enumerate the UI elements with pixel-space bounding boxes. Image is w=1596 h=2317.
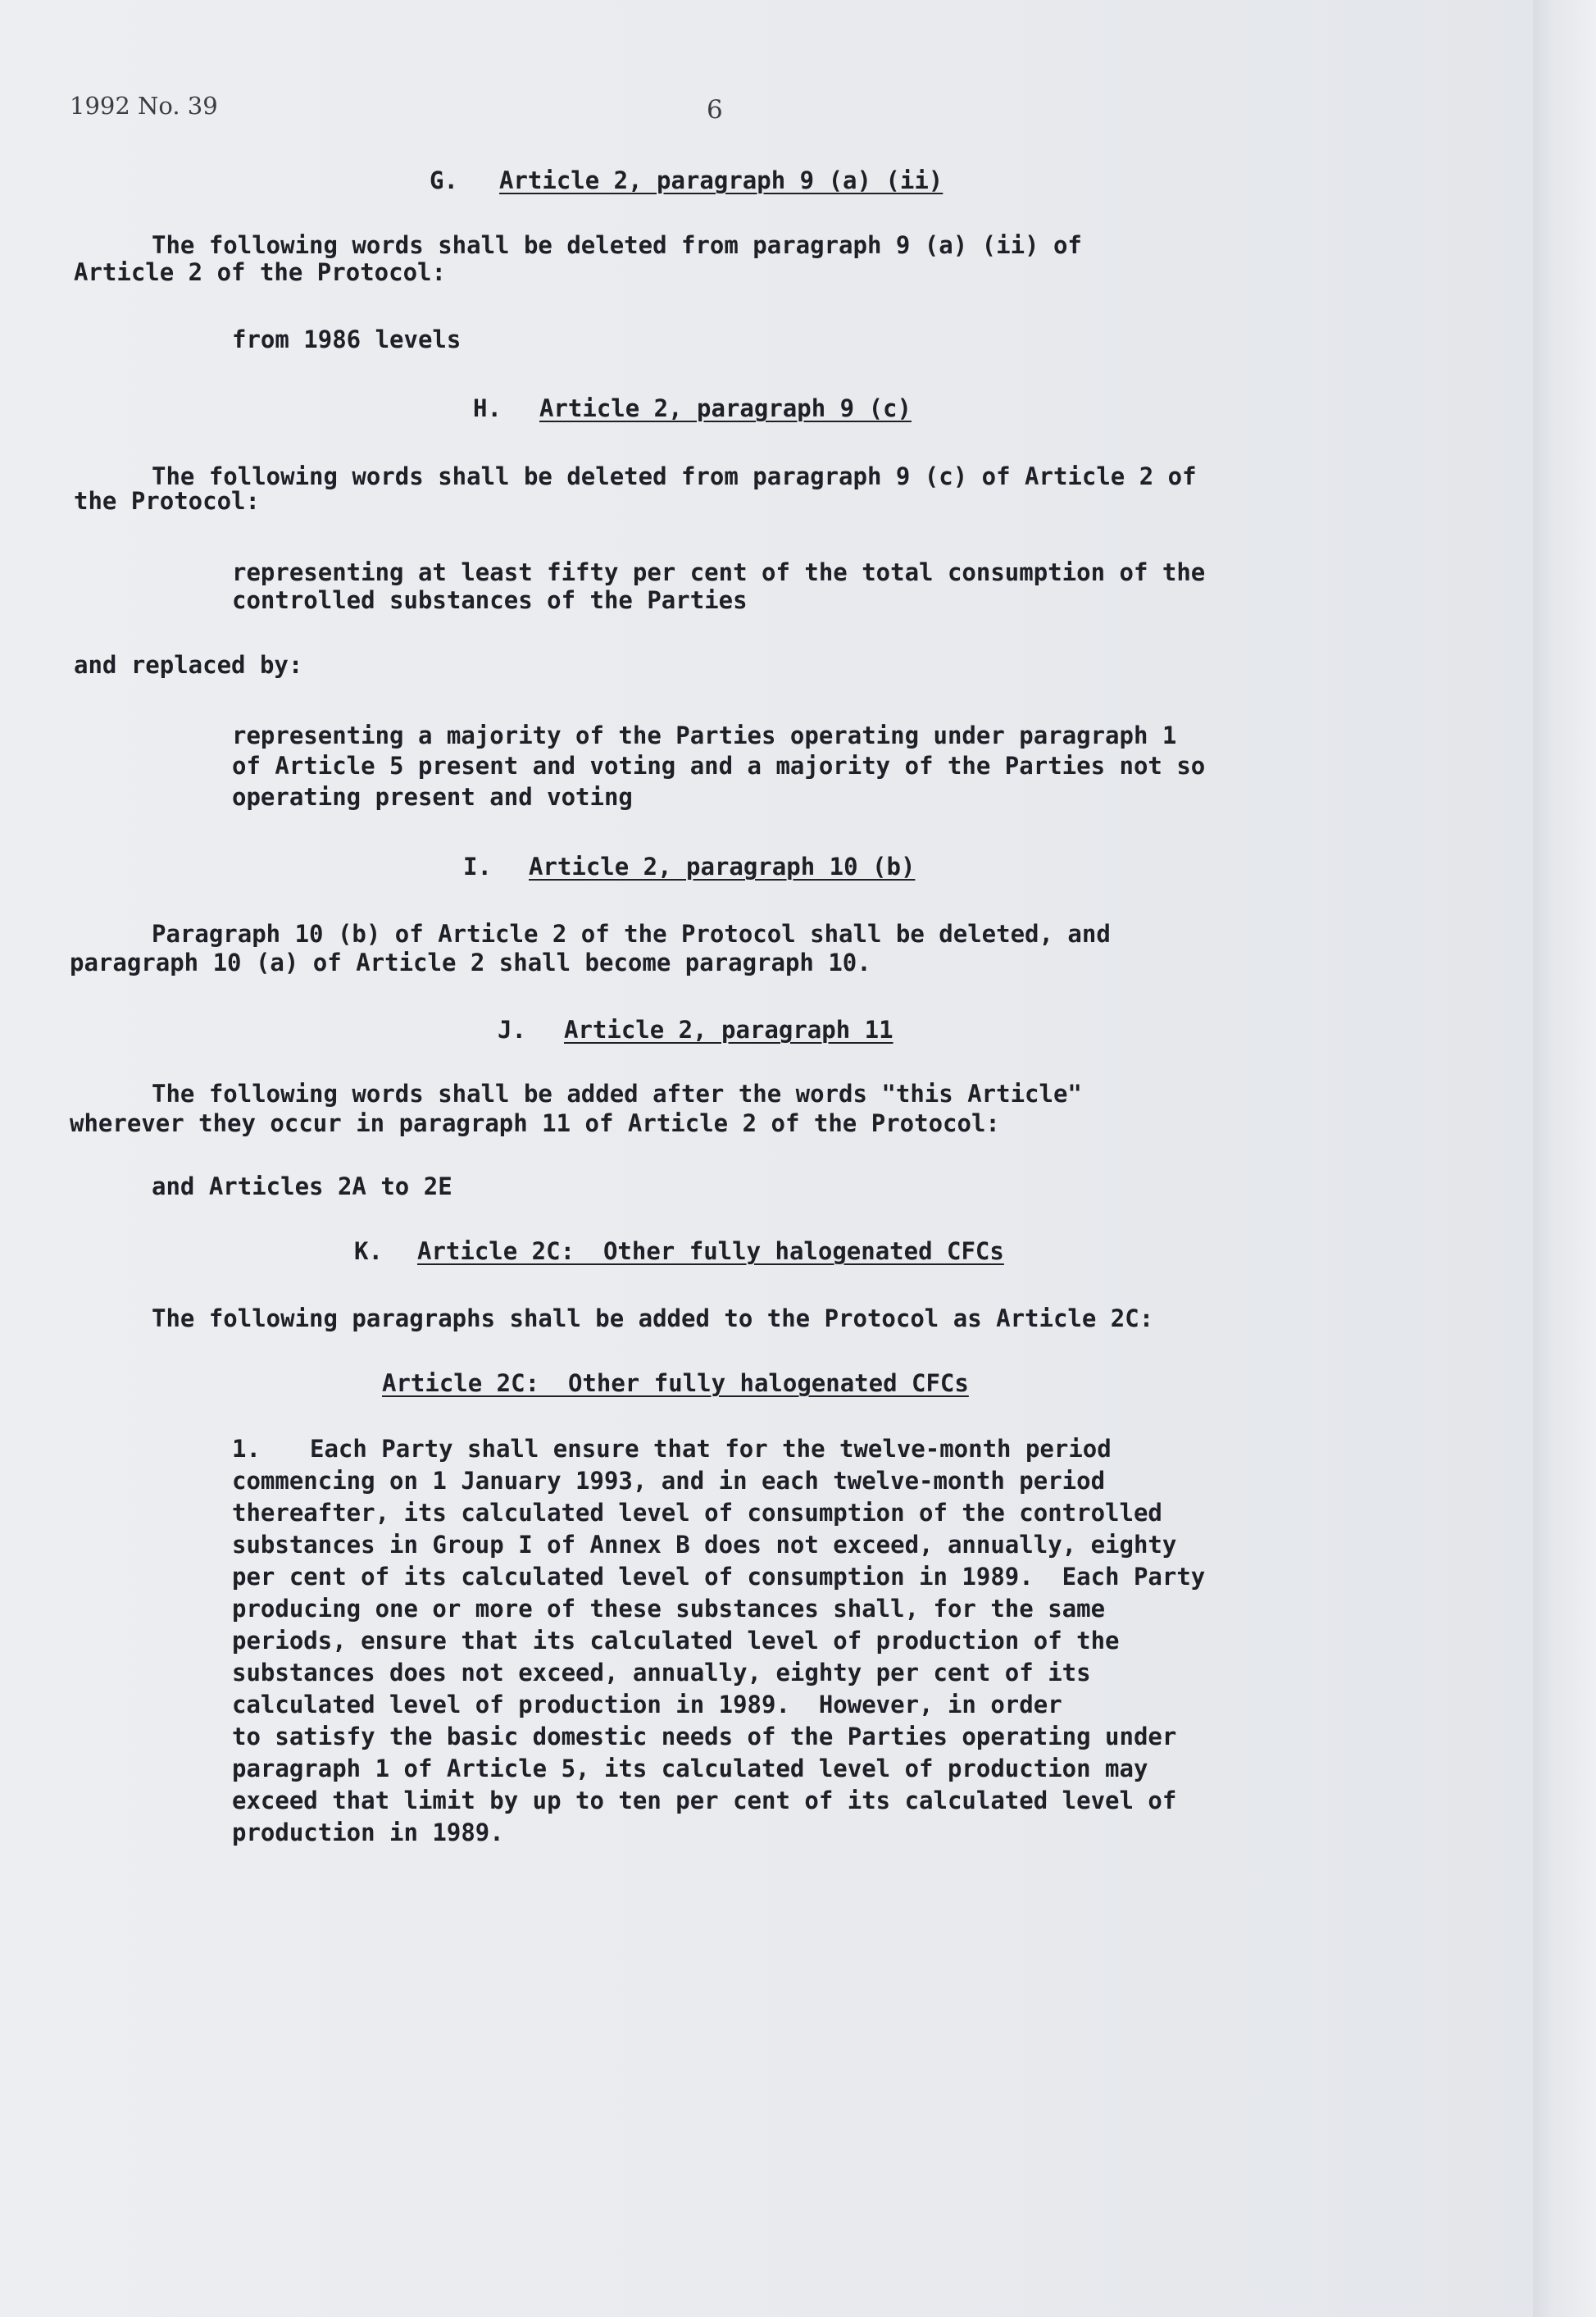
section-h-letter: H.: [473, 394, 502, 422]
paragraph-number: 1.: [232, 1435, 261, 1463]
section-j-heading: Article 2, paragraph 11: [564, 1016, 893, 1044]
paragraph-line: producing one or more of these substances shall, for the same: [232, 1595, 1106, 1623]
section-g-quote-line: from 1986 levels: [232, 325, 462, 353]
page-edge: [1533, 0, 1596, 2317]
section-h-quote-line: representing at least fifty per cent of the total consumption of the: [232, 558, 1206, 586]
section-h-intro-line: The following words shall be deleted from paragraph 9 (c) of Article 2 of: [152, 462, 1197, 490]
document-reference: 1992 No. 39: [70, 92, 218, 120]
paragraph-line: paragraph 1 of Article 5, its calculated level of production may: [232, 1755, 1148, 1782]
section-g-intro-line: Article 2 of the Protocol:: [74, 258, 446, 286]
section-i-intro-line: paragraph 10 (a) of Article 2 shall become paragraph 10.: [70, 949, 871, 976]
section-h-quote-line: controlled substances of the Parties: [232, 586, 748, 614]
page-number: 6: [707, 95, 723, 125]
section-g-heading: Article 2, paragraph 9 (a) (ii): [499, 166, 944, 194]
paragraph-line: thereafter, its calculated level of consumption of the controlled: [232, 1499, 1162, 1527]
paragraph-line: substances in Group I of Annex B does not exceed, annually, eighty: [232, 1531, 1177, 1559]
section-k-heading: Article 2C: Other fully halogenated CFCs: [417, 1237, 1004, 1265]
section-j-intro-line: wherever they occur in paragraph 11 of Article 2 of the Protocol:: [70, 1109, 1000, 1137]
section-g-intro-line: The following words shall be deleted from paragraph 9 (a) (ii) of: [152, 231, 1082, 259]
section-g-letter: G.: [430, 166, 458, 194]
section-k-intro-line: The following paragraphs shall be added to the Protocol as Article 2C:: [152, 1304, 1154, 1332]
section-k-letter: K.: [354, 1237, 383, 1265]
article-2c-heading: Article 2C: Other fully halogenated CFCs: [382, 1369, 969, 1397]
section-j-letter: J.: [498, 1016, 526, 1044]
section-j-quote-line: and Articles 2A to 2E: [152, 1172, 452, 1200]
section-i-heading: Article 2, paragraph 10 (b): [529, 853, 916, 881]
section-j-intro-line: The following words shall be added after the words "this Article": [152, 1080, 1082, 1108]
section-h-replaced-by: and replaced by:: [74, 651, 303, 679]
paragraph-line: calculated level of production in 1989. However, in order: [232, 1691, 1062, 1718]
section-h-intro-line: the Protocol:: [74, 487, 260, 515]
section-h-replacement-line: operating present and voting: [232, 783, 633, 811]
section-i-letter: I.: [463, 853, 492, 881]
paragraph-line: substances does not exceed, annually, eighty per cent of its: [232, 1659, 1091, 1687]
paragraph-line: to satisfy the basic domestic needs of the Parties operating under: [232, 1723, 1177, 1750]
paragraph-line: exceed that limit by up to ten per cent of its calculated level of: [232, 1787, 1177, 1814]
section-h-replacement-line: representing a majority of the Parties operating under paragraph 1: [232, 722, 1177, 749]
paragraph-line: Each Party shall ensure that for the twelve-month period: [310, 1435, 1112, 1463]
paragraph-line: per cent of its calculated level of consumption in 1989. Each Party: [232, 1563, 1206, 1591]
section-i-intro-line: Paragraph 10 (b) of Article 2 of the Protocol shall be deleted, and: [152, 920, 1111, 948]
paragraph-line: periods, ensure that its calculated level of production of the: [232, 1627, 1120, 1655]
section-h-heading: Article 2, paragraph 9 (c): [539, 394, 912, 422]
section-h-replacement-line: of Article 5 present and voting and a majority of the Parties not so: [232, 752, 1206, 780]
paragraph-line: production in 1989.: [232, 1819, 504, 1846]
paragraph-line: commencing on 1 January 1993, and in each twelve-month period: [232, 1467, 1106, 1495]
